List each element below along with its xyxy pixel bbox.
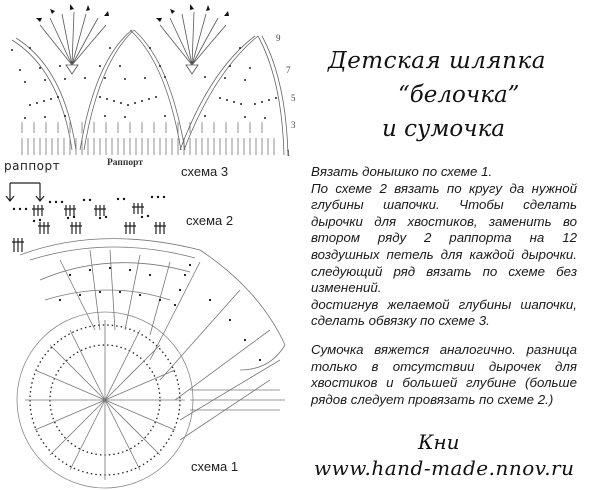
row-number-3: 3: [291, 120, 296, 130]
row-number-7: 7: [286, 65, 291, 75]
scheme3-chart: [11, 4, 288, 155]
scheme1-chart: [17, 239, 285, 488]
title-line-2: “белочка”: [398, 82, 520, 108]
scheme3-base-stitches: [22, 122, 274, 155]
scheme3-picots: [36, 4, 229, 22]
title-line-1: Детская шляпка: [328, 48, 546, 74]
rapport-arrow-left: [6, 189, 14, 201]
instruction-paragraph: По схеме 2 вязать по кругу да нужной глубины шапочки. Чтобы сделать дырочки для хвостиков, заменить во втором ряду 2 раппорта на 12 воздушных петель для каждой дырочки. следующий ряд вязать по схеме без изменений.: [311, 180, 577, 296]
rapport-arrow-right: [36, 189, 44, 201]
row-number-5: 5: [291, 93, 296, 103]
row-number-9: 9: [276, 33, 281, 43]
scheme2-rapport-handwritten-label: раппорт: [4, 159, 61, 173]
source-url: www.hand-made.nnov.ru: [314, 456, 575, 480]
scheme1-label: схема 1: [191, 459, 239, 474]
title-line-3: и сумочка: [382, 116, 506, 142]
instruction-paragraph: Вязать донышко по схеме 1.: [311, 164, 493, 179]
scheme3-label: схема 3: [181, 164, 229, 179]
instruction-paragraph: достигнув желаемой глубины шапочки, сделать обвязку по схеме 3.: [311, 296, 577, 329]
scheme3-rapport-label: Раппорт: [107, 158, 143, 168]
scheme1-dots: [59, 264, 261, 361]
bag-instructions: [311, 342, 577, 408]
scheme3-fans: [40, 12, 226, 74]
bag-note: Сумочка вяжется аналогично. разница только в отсутствии дырочек для хвостиков и большей глубине (больше рядов следует провязать по схеме 2.): [311, 342, 577, 407]
scheme2-label: схема 2: [186, 213, 234, 228]
author-signature: Кни: [418, 430, 460, 454]
hat-instructions: [311, 164, 577, 330]
row-number-1: 1: [286, 148, 291, 158]
